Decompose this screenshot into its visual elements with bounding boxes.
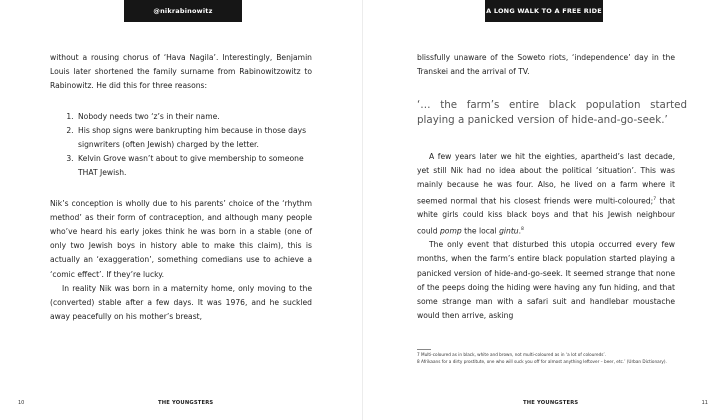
list-item: 2. His shop signs were bankrupting him because in those days signwriters (often Jewish) charged by the letter.: [76, 124, 312, 152]
author-handle-header: @nikrabinowitz: [124, 0, 242, 22]
chapter-title-header: A LONG WALK TO A FREE RIDE: [485, 0, 603, 22]
text-run: .: [518, 226, 522, 236]
running-footer: THE YOUNGSTERS: [523, 400, 579, 406]
paragraph: In reality Nik was born in a maternity home, only moving to the (converted) stable after a few days. It was 1976, and he suckled away peacefully on his mother’s breast,: [50, 283, 312, 322]
page-number: 11: [701, 400, 708, 406]
emphasis: pomp: [439, 226, 462, 236]
emphasis: gintu: [499, 226, 519, 236]
list-item: 3. Kelvin Grove wasn’t about to give membership to someone THAT Jewish.: [76, 152, 312, 180]
text-run: the local: [461, 226, 500, 236]
footnotes: [417, 352, 679, 365]
list-item: 1. Nobody needs two ‘z’s in their name.: [76, 110, 312, 124]
page-number: 10: [18, 400, 25, 406]
paragraph: [417, 150, 675, 238]
paragraph: The only event that disturbed this utopia occurred every few months, when the farm’s entire black population started playing a panicked version of hide-and-go-seek. It seemed strange that none of the peeps doing the hiding were having any fun hiding, and that some strange man with a safari suit and handlebar moustache would then arrive, asking: [417, 240, 675, 321]
running-footer: THE YOUNGSTERS: [158, 400, 214, 406]
right-body-text: [417, 150, 675, 324]
footnote: 8 Afrikaans for a dirty prostitute, one who will suck you off for almost anything leftover – beer, etc.’ (Urban Dictionary).: [417, 358, 667, 364]
text-run: that white girls could kiss black boys and that his Jewish neighbour could: [417, 196, 675, 236]
reasons-list: [50, 110, 312, 181]
text-run: A few years later we hit the eighties, apartheid’s last decade, yet still Nik had no idea about the political ‘situation’. This was mainly because he was four. Also, he lived on a farm where it seemed normal that his closest friends were multi-coloured;: [417, 152, 675, 206]
footnote: 7 Multi-coloured as in black, white and brown, not multi-coloured as in ‘a lot of coloureds’.: [417, 352, 607, 357]
paragraph: Nik’s conception is wholly due to his parents’ choice of the ‘rhythm method’ as their form of contraception, and although many people who’ve heard his early jokes think he was born in a stable (one of only two Jewish boys in history able to make this claim), this is actually an ‘exaggeration’, something comedians use to achieve a ‘comic effect’. If they’re lucky.: [50, 198, 312, 279]
footnote-rule: [417, 349, 431, 350]
footnote-marker: 8: [521, 226, 524, 232]
paragraph: without a rousing chorus of ‘Hava Nagila’. Interestingly, Benjamin Louis later shortened the family surname from Rabinowitzowitz to Rabinowitz. He did this for three reasons:: [50, 53, 312, 91]
right-page: [363, 0, 726, 420]
right-top-text: [417, 51, 675, 79]
left-body-text: [50, 51, 312, 324]
pull-quote: ‘… the farm’s entire black population started playing a panicked version of hide-and-go-seek.’: [417, 99, 687, 126]
footnote-marker: 7: [653, 196, 657, 202]
paragraph: blissfully unaware of the Soweto riots, ‘independence’ day in the Transkei and the arrival of TV.: [417, 53, 675, 77]
